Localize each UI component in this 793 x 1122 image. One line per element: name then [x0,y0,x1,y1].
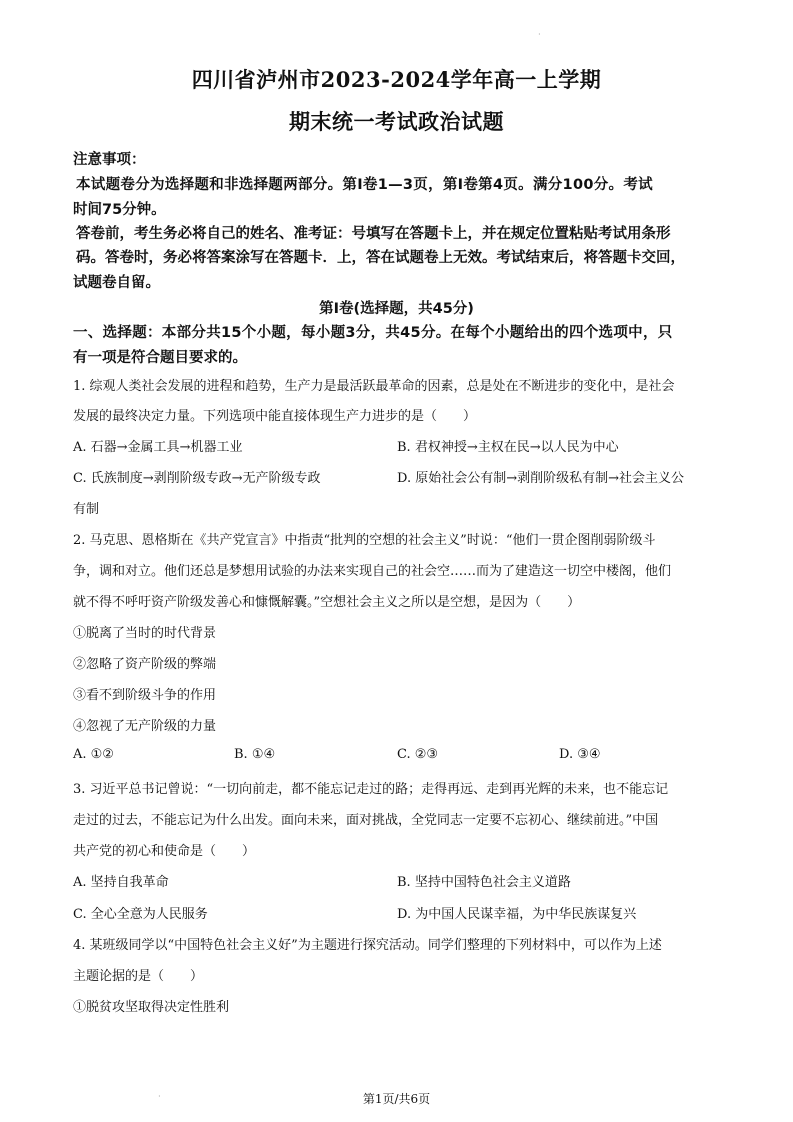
q1-option-a: A. 石器→金属工具→机器工业 [73,440,243,455]
q2-option-c: C. ②③ [397,747,439,762]
q4-item-1: ①脱贫攻坚取得决定性胜利 [73,1000,230,1015]
title-line-2: 期末统一考试政治试题 [289,109,504,134]
q2-stem-line1: 2. 马克思、恩格斯在《共产党宣言》中指责“批判的空想的社会主义”时说：“他们一贯企图削弱阶级斗 [73,533,656,548]
q1-option-b: B. 君权神授→主权在民→以人民为中心 [397,440,619,455]
q1-option-d: D. 原始社会公有制→剥削阶级私有制→社会主义公 [397,471,685,486]
q3-option-a: A. 坚持自我革命 [73,875,169,890]
q2-item-4: ④忽视了无产阶级的力量 [73,719,217,734]
q2-item-1: ①脱离了当时的时代背景 [73,626,217,641]
section-title: 第Ⅰ卷(选择题，共45分) [319,301,474,317]
scan-dot: · [538,30,541,39]
q3-stem-line3: 共产党的初心和使命是（ ） [73,844,256,859]
notice-p2-line1: 答卷前，考生务必将自己的姓名、准考证：号填写在答题卡上，并在规定位置粘贴考试用条形 [76,226,671,242]
q2-option-d: D. ③④ [559,747,601,762]
notice-heading: 注意事项： [73,152,146,168]
page-number: 第1页/共6页 [362,1092,431,1106]
notice-p1-line2: 时间75分钟。 [73,202,166,218]
section-instruction-line2: 有一项是符合题目要求的。 [73,350,247,366]
notice-p2-line3: 试题卷自留。 [73,275,160,291]
q2-stem-line3: 就不得不呼吁资产阶级发善心和慷慨解囊。”空想社会主义之所以是空想，是因为（ ） [73,595,581,610]
q2-stem-line2: 争，调和对立。他们还总是梦想用试验的办法来实现自己的社会空……而为了建造这一切空中楼阁，他们 [73,564,672,579]
q2-option-b: B. ①④ [234,747,276,762]
q1-option-c: C. 氏族制度→剥削阶级专政→无产阶级专政 [73,471,321,486]
notice-p1-line1: 本试题卷分为选择题和非选择题两部分。第Ⅰ卷1—3页，第Ⅰ卷第4页。满分100分。考试 [76,177,653,193]
q3-option-b: B. 坚持中国特色社会主义道路 [397,875,571,890]
q2-item-3: ③看不到阶级斗争的作用 [73,688,217,703]
q2-option-a: A. ①② [73,747,114,762]
q3-option-c: C. 全心全意为人民服务 [73,907,208,922]
q2-item-2: ②忽略了资产阶级的弊端 [73,657,217,672]
q3-stem-line1: 3. 习近平总书记曾说：“一切向前走，都不能忘记走过的路；走得再远、走到再光辉的未来，也不能忘记 [73,782,669,797]
q3-stem-line2: 走过的过去，不能忘记为什么出发。面向未来，面对挑战，全党同志一定要不忘初心、继续前进。”中国 [73,813,659,828]
scan-dot: · [158,1092,161,1101]
q1-option-d-continued: 有制 [73,502,100,517]
title-line-1: 四川省泸州市2023-2024学年高一上学期 [191,67,602,92]
section-instruction-line1: 一、选择题：本部分共15个小题，每小题3分，共45分。在每个小题给出的四个选项中，只 [73,325,673,341]
q3-option-d: D. 为中国人民谋幸福，为中华民族谋复兴 [397,907,637,922]
q4-stem-line2: 主题论据的是（ ） [73,969,204,984]
q1-stem-line1: 1. 综观人类社会发展的进程和趋势，生产力是最活跃最革命的因素，总是处在不断进步的变化中，是社会 [73,379,675,394]
notice-p2-line2: 码。答卷时，务必将答案涂写在答题卡．上，答在试题卷上无效。考试结束后，将答题卡交回， [76,250,685,266]
q4-stem-line1: 4. 某班级同学以“中国特色社会主义好”为主题进行探究活动。同学们整理的下列材料中，可以作为上述 [73,938,662,953]
q1-stem-line2: 发展的最终决定力量。下列选项中能直接体现生产力进步的是（ ） [73,409,477,424]
